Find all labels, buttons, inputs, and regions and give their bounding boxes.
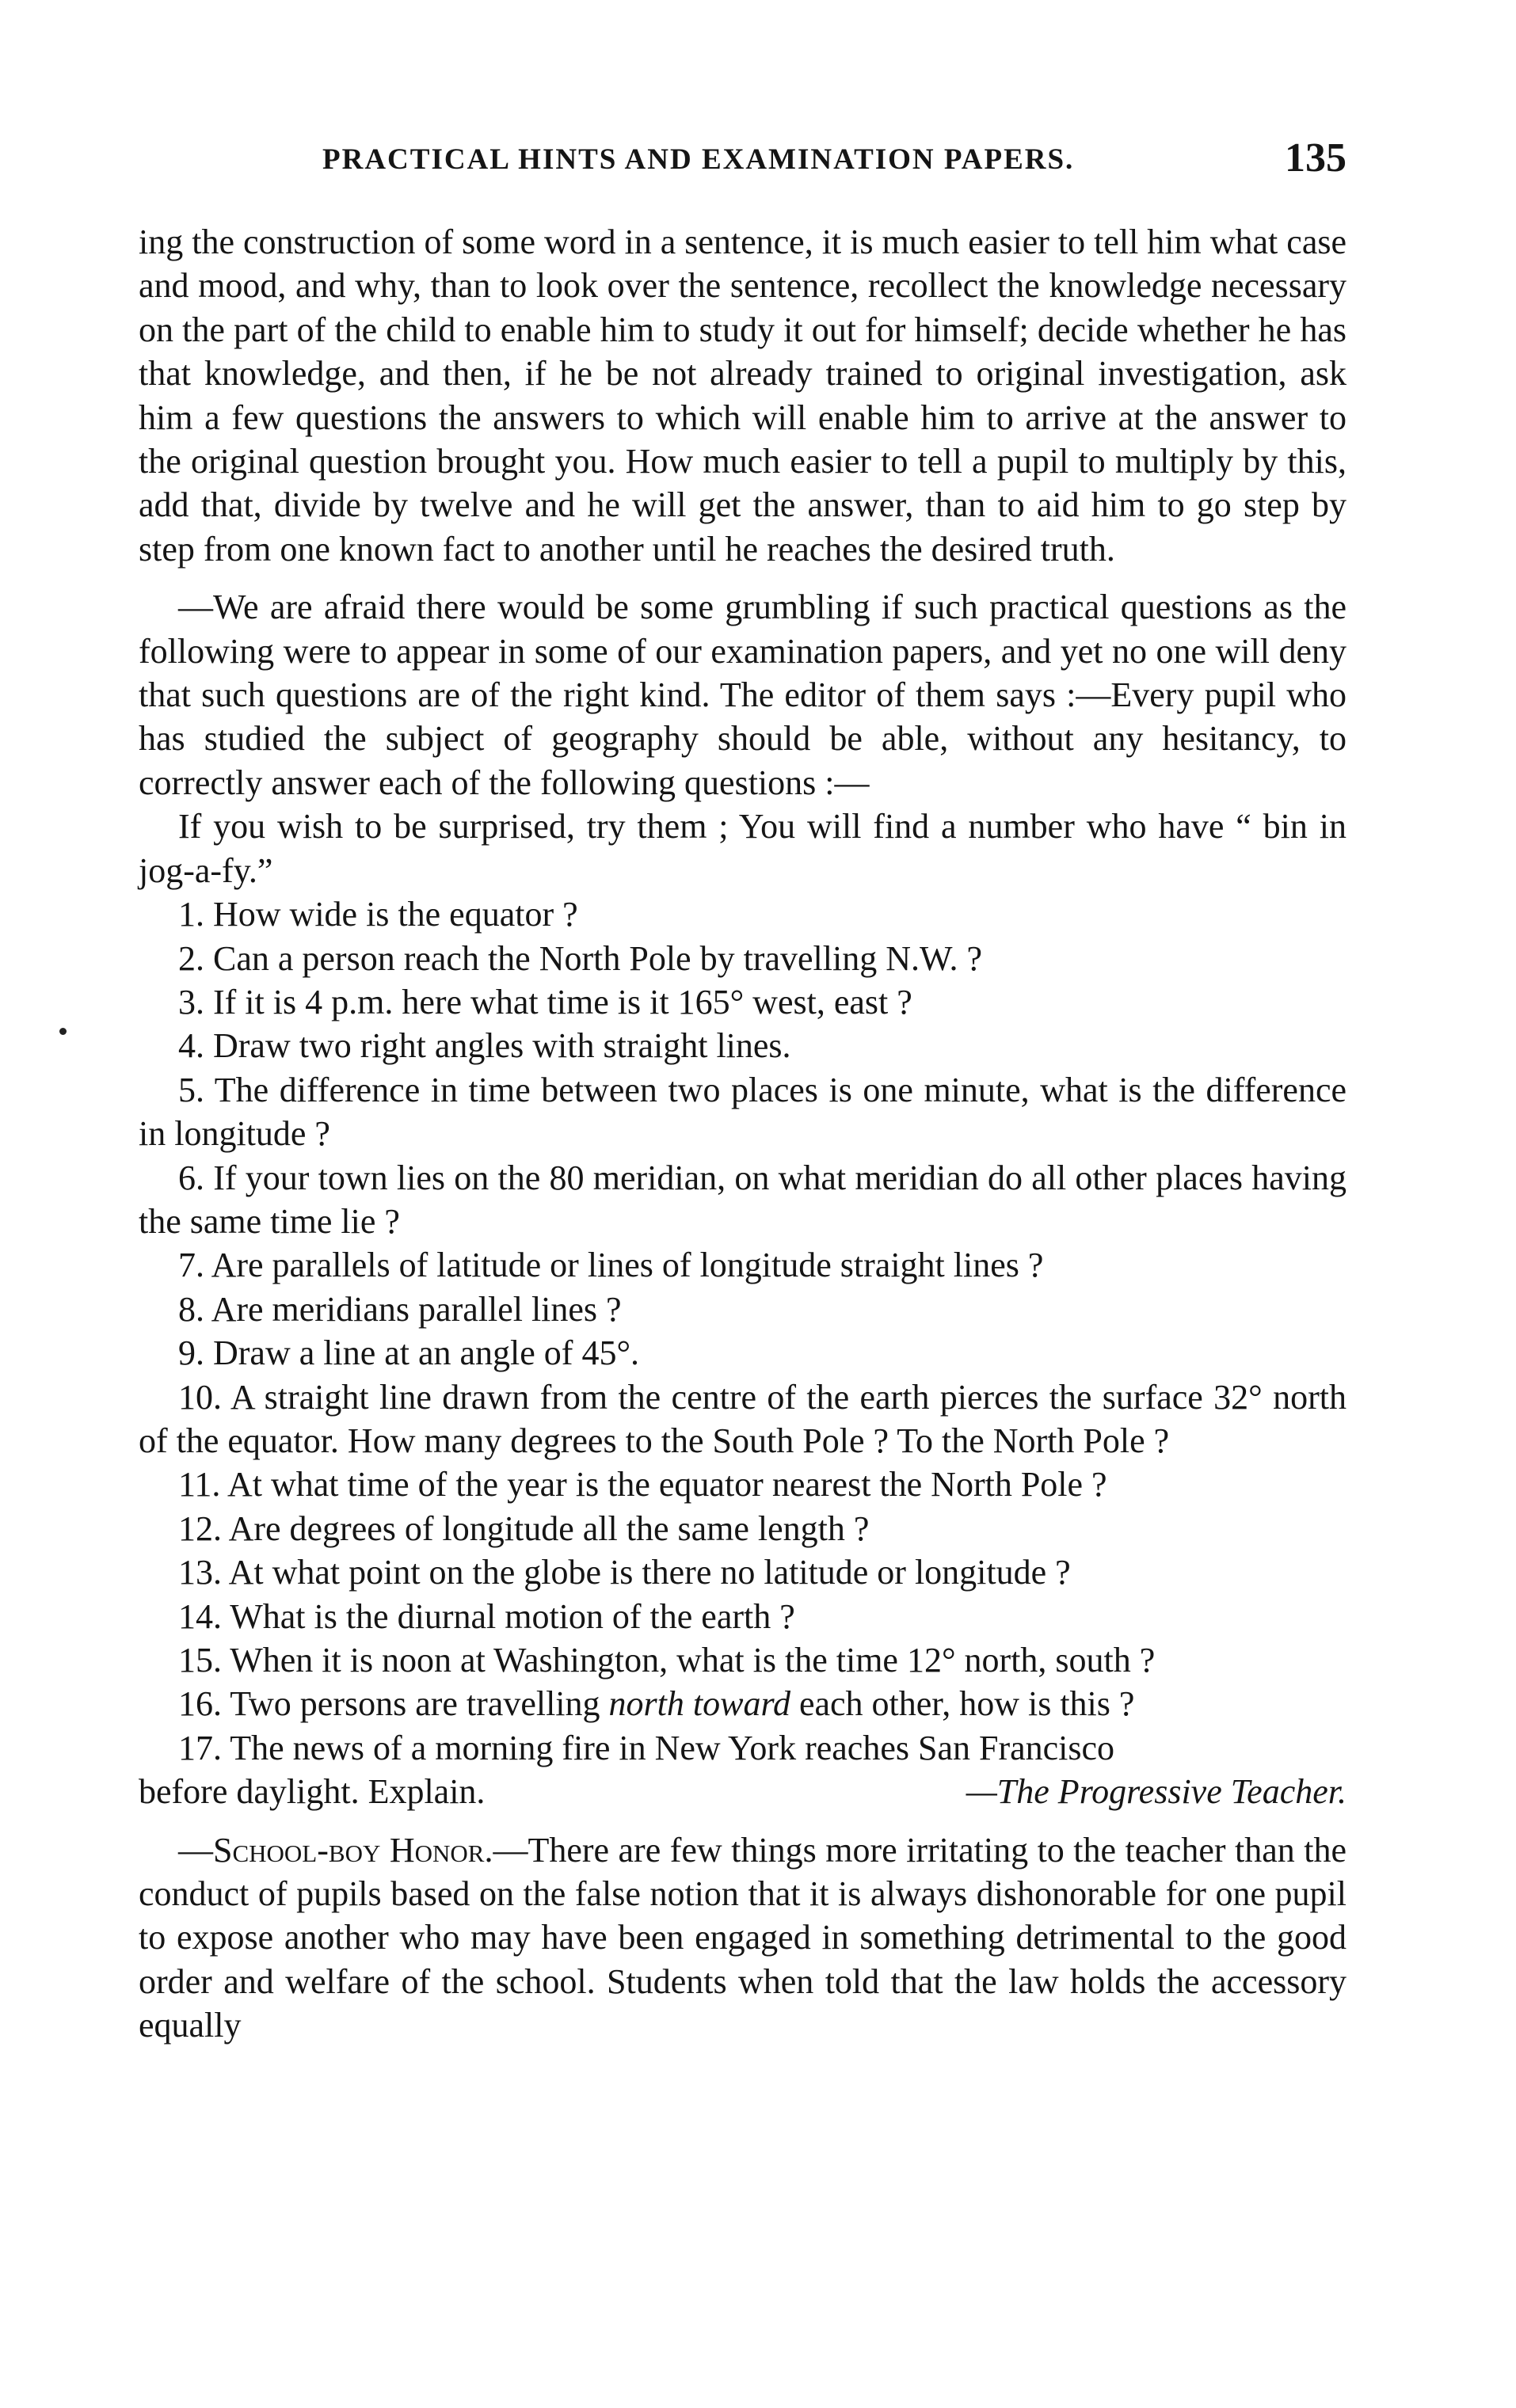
question-item: 6. If your town lies on the 80 meridian, on what meridian do all other places having the same time lie ? <box>139 1158 1346 1241</box>
page-header <box>139 135 1346 190</box>
paragraph-practical-questions: —We are afraid there would be some grumbling if such practical questions as the following were to appear in some of our examination papers, and yet no one will deny that such questions are of the right kind. The editor of them says :—Every pupil who has studied the subject of geography should be able, without any hesitancy, to correctly answer each of the following questions :— <box>139 588 1346 802</box>
question-item: 5. The difference in time between two places is one minute, what is the difference in longitude ? <box>139 1070 1346 1154</box>
attribution: —The Progressive Teacher. <box>966 1772 1346 1812</box>
question-item: 14. What is the diurnal motion of the earth ? <box>178 1596 795 1636</box>
section-heading: —School-boy Honor. <box>178 1830 493 1870</box>
question-17-end: before daylight. Explain. <box>139 1772 486 1812</box>
section-text: —There are few things more irritating to the teacher than the conduct of pupils based on the false notion that it is always dishonorable for one pupil to expose another who may have been engaged in something detrimental to the good order and welfare of the school. Students when told that the law holds the accessory equally <box>139 1830 1346 2045</box>
question-item: 4. Draw two right angles with straight lines. <box>178 1026 791 1066</box>
question-item: 9. Draw a line at an angle of 45°. <box>178 1333 640 1373</box>
running-title: PRACTICAL HINTS AND EXAMINATION PAPERS. <box>322 143 1075 176</box>
page-body <box>139 220 1346 2048</box>
question-item-16 <box>139 1682 1346 1725</box>
question-item: 12. Are degrees of longitude all the same length ? <box>178 1508 870 1548</box>
question-item: 15. When it is noon at Washington, what is the time 12° north, south ? <box>178 1641 1156 1680</box>
paragraph-surprised: If you wish to be surprised, try them ; You will find a number who have “ bin in jog-a-fy.” <box>139 807 1346 890</box>
paragraph-continuation: ing the construction of some word in a sentence, it is much easier to tell him what case and mood, and why, than to look over the sentence, recollect the knowledge necessary on the part of the child to enable him to study it out for himself; decide whether he has that knowledge, and then, if he be not already trained to original investigation, ask him a few questions the answers to which will enable him to arrive at the answer to the original question brought you. How much easier to tell a pupil to multiply by this, add that, divide by twelve and he will get the answer, than to aid him to go step by step from one known fact to another until he reaches the desired truth. <box>139 223 1346 569</box>
question-item: 1. How wide is the equator ? <box>178 895 578 934</box>
question-16-after: each other, how is this ? <box>790 1684 1135 1724</box>
question-item: 10. A straight line drawn from the centre of the earth pierces the surface 32° north of the equator. How many degrees to the South Pole ? To the North Pole ? <box>139 1377 1346 1460</box>
question-17-last-line <box>139 1770 1346 1813</box>
question-item: 11. At what time of the year is the equator nearest the North Pole ? <box>178 1465 1107 1505</box>
question-item-17: 17. The news of a morning fire in New York reaches San Francisco <box>178 1728 1115 1767</box>
page-number: 135 <box>1285 135 1346 181</box>
question-16-before: 16. Two persons are travelling <box>178 1684 609 1724</box>
question-16-italic: north toward <box>608 1684 790 1724</box>
question-item: 8. Are meridians parallel lines ? <box>178 1289 622 1329</box>
question-item: 7. Are parallels of latitude or lines of longitude straight lines ? <box>178 1246 1044 1285</box>
paragraph-school-boy-honor <box>139 1828 1346 2048</box>
question-item: 3. If it is 4 p.m. here what time is it 165° west, east ? <box>178 982 912 1021</box>
margin-mark <box>59 1028 67 1035</box>
question-item: 2. Can a person reach the North Pole by travelling N.W. ? <box>178 938 982 978</box>
question-item: 13. At what point on the globe is there no latitude or longitude ? <box>178 1553 1071 1592</box>
